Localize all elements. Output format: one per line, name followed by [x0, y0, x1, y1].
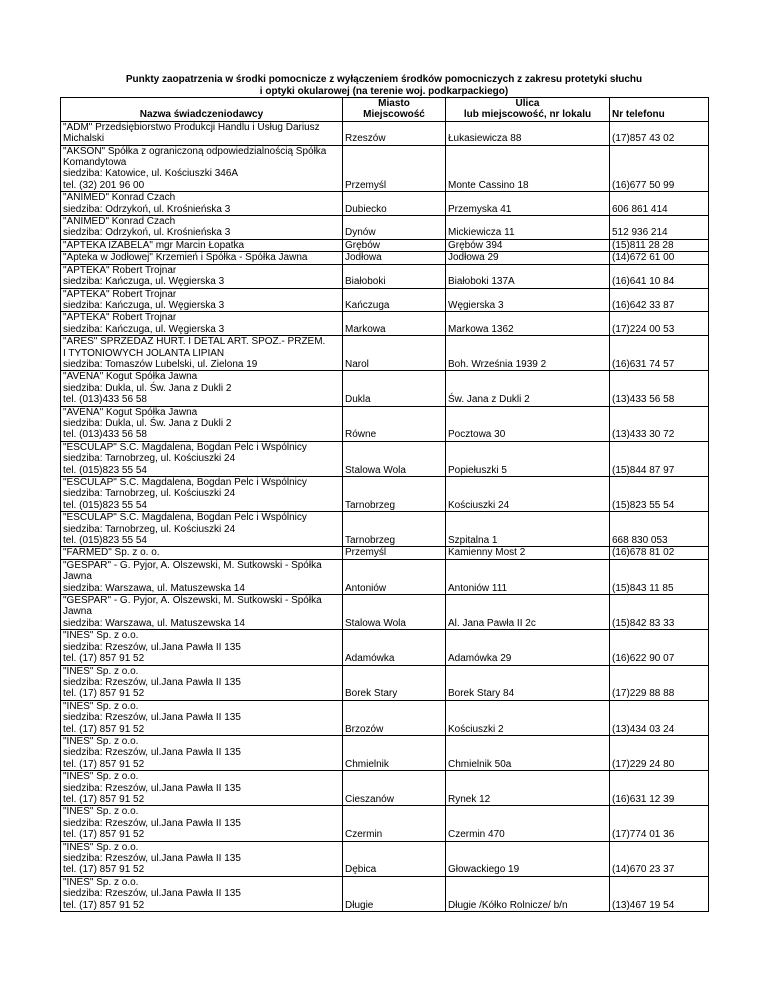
city-line: Białoboki — [345, 276, 386, 288]
city-line: Narol — [345, 358, 369, 370]
name-line: tel. (17) 857 91 52 — [63, 653, 145, 665]
cell-name — [61, 559, 343, 594]
table-row — [61, 264, 709, 288]
city-line: Długie — [345, 899, 374, 911]
table-row — [61, 312, 709, 336]
phone-line: 606 861 414 — [612, 203, 668, 215]
cell-city — [343, 264, 446, 288]
name-line: siedziba: Tarnobrzeg, ul. Kościuszki 24 — [63, 523, 236, 535]
name-line: tel. (17) 857 91 52 — [63, 688, 145, 700]
cell-name — [61, 547, 343, 559]
city-line: Stalowa Wola — [345, 464, 406, 476]
phone-line: (13)467 19 54 — [612, 899, 675, 911]
name-line: tel. (17) 857 91 52 — [63, 793, 145, 805]
header-street: Ulica lub miejscowość, nr lokalu — [446, 98, 610, 122]
table-row — [61, 371, 709, 406]
phone-line: (16)641 10 84 — [612, 276, 675, 288]
header-phone: Nr telefonu — [610, 98, 709, 122]
phone-line: 668 830 053 — [612, 535, 668, 547]
table-row — [61, 735, 709, 770]
cell-name — [61, 630, 343, 665]
cell-name — [61, 477, 343, 512]
name-line: tel. (32) 201 96 00 — [63, 179, 145, 191]
table-row — [61, 336, 709, 371]
name-line: "AKSON" Spółka z ograniczoną odpowiedzialnością Spółka — [63, 145, 327, 157]
phone-line: (16)631 74 57 — [612, 358, 675, 370]
cell-phone — [610, 477, 709, 512]
name-line: tel. (015)823 55 54 — [63, 464, 147, 476]
cell-street — [446, 252, 610, 264]
cell-city — [343, 406, 446, 441]
city-line: Dubiecko — [345, 203, 387, 215]
cell-name — [61, 406, 343, 441]
cell-city — [343, 547, 446, 559]
street-line: Pocztowa 30 — [448, 429, 506, 441]
cell-phone — [610, 630, 709, 665]
cell-street — [446, 771, 610, 806]
cell-street — [446, 630, 610, 665]
name-line: "AVENA" Kogut Spółka Jawna — [63, 371, 198, 383]
street-line: Antoniów 111 — [448, 582, 508, 594]
phone-line: (13)433 30 72 — [612, 429, 675, 441]
name-line: "ANIMED" Konrad Czach — [63, 216, 176, 228]
cell-city — [343, 216, 446, 240]
city-line: Borek Stary — [345, 688, 398, 700]
phone-line: (15)811 28 28 — [612, 239, 674, 251]
name-line: "INES" Sp. z o.o. — [63, 771, 139, 783]
name-line: Komandytowa — [63, 157, 127, 169]
name-line: "Apteka w Jodłowej" Krzemień i Spółka - Spółka Jawna — [63, 252, 308, 264]
city-line: Adamówka — [345, 653, 395, 665]
name-line: siedziba: Rzeszów, ul.Jana Pawła II 135 — [63, 712, 241, 724]
cell-city — [343, 239, 446, 251]
city-line: Rzeszów — [345, 133, 386, 145]
cell-phone — [610, 559, 709, 594]
street-line: Jodłowa 29 — [448, 252, 499, 264]
table-header-row — [61, 98, 709, 122]
street-line: Przemyska 41 — [448, 203, 512, 215]
cell-name — [61, 841, 343, 876]
cell-street — [446, 371, 610, 406]
name-line: siedziba: Odrzykoń, ul. Krośnieńska 3 — [63, 203, 231, 215]
cell-phone — [610, 252, 709, 264]
cell-street — [446, 145, 610, 192]
cell-phone — [610, 512, 709, 547]
cell-city — [343, 288, 446, 312]
cell-street — [446, 264, 610, 288]
cell-street — [446, 665, 610, 700]
table-row — [61, 121, 709, 145]
name-line: "ADM" Przedsiębiorstwo Produkcji Handlu i Usług Dariusz — [63, 121, 320, 133]
document-title — [60, 74, 708, 98]
name-line: tel. (015)823 55 54 — [63, 499, 147, 511]
cell-name — [61, 771, 343, 806]
street-line: Szpitalna 1 — [448, 535, 498, 547]
cell-street — [446, 700, 610, 735]
cell-city — [343, 595, 446, 630]
phone-line: (14)670 23 37 — [612, 864, 675, 876]
cell-phone — [610, 771, 709, 806]
cell-phone — [610, 806, 709, 841]
cell-street — [446, 806, 610, 841]
cell-city — [343, 121, 446, 145]
city-line: Przemyśl — [345, 547, 387, 559]
cell-phone — [610, 841, 709, 876]
name-line: Jawna — [63, 606, 92, 618]
street-line: Mickiewicza 11 — [448, 227, 515, 239]
table-row — [61, 665, 709, 700]
table-row — [61, 547, 709, 559]
providers-table — [60, 97, 709, 912]
name-line: siedziba: Rzeszów, ul.Jana Pawła II 135 — [63, 853, 241, 864]
cell-phone — [610, 735, 709, 770]
phone-line: (16)622 90 07 — [612, 653, 675, 665]
cell-phone — [610, 665, 709, 700]
street-line: Borek Stary 84 — [448, 688, 515, 700]
city-line: Markowa — [345, 323, 386, 335]
name-line: tel. (013)433 56 58 — [63, 394, 147, 406]
cell-city — [343, 559, 446, 594]
cell-name — [61, 145, 343, 192]
street-line: Kamienny Most 2 — [448, 547, 526, 559]
name-line: "APTEKA IZABELA" mgr Marcin Łopatka — [63, 239, 245, 251]
city-line: Tarnobrzeg — [345, 499, 396, 511]
city-line: Dynów — [345, 227, 376, 239]
street-line: Grębów 394 — [448, 239, 503, 251]
cell-name — [61, 312, 343, 336]
phone-line: (15)844 87 97 — [612, 464, 675, 476]
cell-phone — [610, 336, 709, 371]
name-line: siedziba: Kańczuga, ul. Węgierska 3 — [63, 323, 225, 335]
name-line: siedziba: Warszawa, ul. Matuszewska 14 — [63, 582, 245, 594]
street-line: Czermin 470 — [448, 829, 505, 841]
cell-name — [61, 288, 343, 312]
cell-phone — [610, 288, 709, 312]
table-row — [61, 512, 709, 547]
name-line: siedziba: Kańczuga, ul. Węgierska 3 — [63, 276, 225, 288]
cell-phone — [610, 371, 709, 406]
cell-city — [343, 841, 446, 876]
cell-street — [446, 336, 610, 371]
cell-phone — [610, 121, 709, 145]
name-line: "GESPAR" - G. Pyjor, A. Olszewski, M. Sutkowski - Spółka — [63, 595, 322, 607]
table-row — [61, 841, 709, 876]
cell-phone — [610, 312, 709, 336]
name-line: "ESCULAP" S.C. Magdalena, Bogdan Pelc i Wspólnicy — [63, 441, 307, 453]
street-line: Chmielnik 50a — [448, 758, 512, 770]
cell-city — [343, 371, 446, 406]
name-line: "ESCULAP" S.C. Magdalena, Bogdan Pelc i Wspólnicy — [63, 512, 307, 524]
cell-phone — [610, 145, 709, 192]
city-line: Czermin — [345, 829, 383, 841]
phone-line: (17)774 01 36 — [612, 829, 675, 841]
city-line: Stalowa Wola — [345, 617, 406, 629]
title-line-2: i optyki okularowej (na terenie woj. podkarpackiego) — [259, 86, 509, 97]
name-line: siedziba: Rzeszów, ul.Jana Pawła II 135 — [63, 641, 241, 653]
table-row — [61, 252, 709, 264]
table-row — [61, 771, 709, 806]
name-line: tel. (013)433 56 58 — [63, 429, 147, 441]
phone-line: (15)823 55 54 — [612, 499, 675, 511]
table-row — [61, 406, 709, 441]
city-line: Tarnobrzeg — [345, 535, 396, 547]
cell-street — [446, 288, 610, 312]
street-line: Monte Cassino 18 — [448, 179, 529, 191]
city-line: Przemyśl — [345, 179, 387, 191]
cell-street — [446, 559, 610, 594]
name-line: "INES" Sp. z o.o. — [63, 700, 139, 712]
table-body — [61, 121, 709, 911]
city-line: Równe — [345, 429, 377, 441]
cell-city — [343, 252, 446, 264]
street-line: Markowa 1362 — [448, 323, 514, 335]
cell-street — [446, 512, 610, 547]
street-line: Węgierska 3 — [448, 299, 504, 311]
cell-city — [343, 735, 446, 770]
name-line: siedziba: Katowice, ul. Kościuszki 346A — [63, 168, 239, 180]
cell-phone — [610, 441, 709, 476]
name-line: siedziba: Rzeszów, ul.Jana Pawła II 135 — [63, 888, 241, 900]
cell-phone — [610, 192, 709, 216]
cell-city — [343, 145, 446, 192]
city-line: Dębica — [345, 864, 377, 876]
cell-name — [61, 735, 343, 770]
cell-city — [343, 312, 446, 336]
name-line: "INES" Sp. z o.o. — [63, 630, 139, 642]
cell-city — [343, 665, 446, 700]
table-row — [61, 441, 709, 476]
name-line: siedziba: Odrzykoń, ul. Krośnieńska 3 — [63, 227, 231, 239]
phone-line: (13)434 03 24 — [612, 723, 675, 735]
city-line: Chmielnik — [345, 758, 389, 770]
street-line: Boh. Września 1939 2 — [448, 358, 547, 370]
cell-name — [61, 371, 343, 406]
cell-city — [343, 771, 446, 806]
name-line: siedziba: Tarnobrzeg, ul. Kościuszki 24 — [63, 488, 236, 500]
street-line: Kościuszki 24 — [448, 499, 510, 511]
name-line: siedziba: Rzeszów, ul.Jana Pawła II 135 — [63, 747, 241, 759]
cell-city — [343, 441, 446, 476]
cell-name — [61, 252, 343, 264]
phone-line: (16)678 81 02 — [612, 547, 675, 559]
name-line: "INES" Sp. z o.o. — [63, 806, 139, 818]
cell-phone — [610, 876, 709, 911]
table-row — [61, 806, 709, 841]
phone-line: (15)842 83 33 — [612, 617, 675, 629]
name-line: siedziba: Rzeszów, ul.Jana Pawła II 135 — [63, 817, 241, 829]
street-line: Rynek 12 — [448, 793, 491, 805]
cell-name — [61, 264, 343, 288]
cell-name — [61, 595, 343, 630]
name-line: siedziba: Warszawa, ul. Matuszewska 14 — [63, 617, 245, 629]
table-row — [61, 145, 709, 192]
cell-city — [343, 876, 446, 911]
cell-street — [446, 239, 610, 251]
phone-line: (16)631 12 39 — [612, 793, 675, 805]
city-line: Antoniów — [345, 582, 387, 594]
cell-phone — [610, 216, 709, 240]
cell-street — [446, 876, 610, 911]
name-line: "GESPAR" - G. Pyjor, A. Olszewski, M. Sutkowski - Spółka — [63, 559, 322, 571]
name-line: tel. (17) 857 91 52 — [63, 899, 145, 911]
name-line: "APTEKA" Robert Trojnar — [63, 264, 177, 276]
cell-name — [61, 665, 343, 700]
cell-name — [61, 700, 343, 735]
name-line: I TYTONIOWYCH JOLANTA LIPIAN — [63, 347, 225, 359]
name-line: Michalski — [63, 133, 105, 145]
cell-street — [446, 595, 610, 630]
cell-name — [61, 239, 343, 251]
name-line: "INES" Sp. z o.o. — [63, 841, 139, 853]
phone-line: (16)677 50 99 — [612, 179, 675, 191]
cell-city — [343, 192, 446, 216]
city-line: Kańczuga — [345, 299, 390, 311]
table-row — [61, 700, 709, 735]
table-row — [61, 559, 709, 594]
table-row — [61, 595, 709, 630]
cell-street — [446, 406, 610, 441]
cell-phone — [610, 264, 709, 288]
title-line-1: Punkty zaopatrzenia w środki pomocnicze z wyłączeniem środków pomocniczych z zakresu protetyki słuchu — [125, 74, 643, 85]
cell-street — [446, 735, 610, 770]
cell-name — [61, 512, 343, 547]
cell-phone — [610, 239, 709, 251]
cell-street — [446, 192, 610, 216]
phone-line: (15)843 11 85 — [612, 582, 674, 594]
table-row — [61, 216, 709, 240]
name-line: tel. (17) 857 91 52 — [63, 864, 145, 876]
cell-city — [343, 806, 446, 841]
cell-phone — [610, 406, 709, 441]
cell-street — [446, 477, 610, 512]
cell-street — [446, 841, 610, 876]
cell-name — [61, 441, 343, 476]
name-line: "APTEKA" Robert Trojnar — [63, 312, 177, 324]
name-line: siedziba: Tomaszów Lubelski, ul. Zielona 19 — [63, 358, 258, 370]
cell-street — [446, 216, 610, 240]
table-row — [61, 192, 709, 216]
cell-phone — [610, 547, 709, 559]
name-line: Jawna — [63, 571, 92, 583]
phone-line: (17)229 88 88 — [612, 688, 675, 700]
name-line: "ARES" SPRZEDAŻ HURT. I DETAL ART. SPOŻ.- PRZEM. — [63, 336, 326, 348]
name-line: siedziba: Rzeszów, ul.Jana Pawła II 135 — [63, 782, 241, 794]
city-line: Cieszanów — [345, 793, 394, 805]
cell-city — [343, 336, 446, 371]
cell-street — [446, 547, 610, 559]
table-row — [61, 239, 709, 251]
street-line: Długie /Kółko Rolnicze/ b/n — [448, 899, 568, 911]
phone-line: (17)224 00 53 — [612, 323, 675, 335]
cell-street — [446, 121, 610, 145]
phone-line: (17)857 43 02 — [612, 133, 675, 145]
name-line: "INES" Sp. z o.o. — [63, 665, 139, 677]
city-line: Dukla — [345, 394, 371, 406]
table-row — [61, 477, 709, 512]
cell-name — [61, 336, 343, 371]
street-line: Białoboki 137A — [448, 276, 515, 288]
cell-name — [61, 192, 343, 216]
city-line: Grębów — [345, 239, 381, 251]
cell-city — [343, 477, 446, 512]
table-row — [61, 630, 709, 665]
cell-phone — [610, 595, 709, 630]
street-line: Łukasiewicza 88 — [448, 133, 522, 145]
phone-line: (13)433 56 58 — [612, 394, 675, 406]
phone-line: (16)642 33 87 — [612, 299, 675, 311]
name-line: "FARMED" Sp. z o. o. — [63, 547, 160, 559]
name-line: "AVENA" Kogut Spółka Jawna — [63, 406, 198, 418]
name-line: "ESCULAP" S.C. Magdalena, Bogdan Pelc i Wspólnicy — [63, 477, 307, 488]
name-line: siedziba: Rzeszów, ul.Jana Pawła II 135 — [63, 676, 241, 688]
cell-street — [446, 312, 610, 336]
cell-street — [446, 441, 610, 476]
city-line: Brzozów — [345, 723, 384, 735]
name-line: "INES" Sp. z o.o. — [63, 735, 139, 747]
street-line: Popiełuszki 5 — [448, 464, 507, 476]
name-line: siedziba: Dukla, ul. Św. Jana z Dukli 2 — [63, 417, 232, 429]
street-line: Adamówka 29 — [448, 653, 512, 665]
city-line: Jodłowa — [345, 252, 382, 264]
name-line: tel. (015)823 55 54 — [63, 535, 147, 547]
name-line: siedziba: Tarnobrzeg, ul. Kościuszki 24 — [63, 453, 236, 465]
phone-line: (14)672 61 00 — [612, 252, 675, 264]
cell-name — [61, 216, 343, 240]
header-name: Nazwa świadczeniodawcy — [61, 98, 343, 122]
name-line: tel. (17) 857 91 52 — [63, 758, 145, 770]
cell-name — [61, 121, 343, 145]
phone-line: (17)229 24 80 — [612, 758, 675, 770]
cell-name — [61, 876, 343, 911]
name-line: "APTEKA" Robert Trojnar — [63, 288, 177, 300]
cell-phone — [610, 700, 709, 735]
name-line: siedziba: Dukla, ul. Św. Jana z Dukli 2 — [63, 382, 232, 394]
name-line: tel. (17) 857 91 52 — [63, 829, 145, 841]
name-line: "INES" Sp. z o.o. — [63, 876, 139, 888]
name-line: "ANIMED" Konrad Czach — [63, 192, 176, 204]
header-city: Miasto Miejscowość — [343, 98, 446, 122]
cell-name — [61, 806, 343, 841]
street-line: Głowackiego 19 — [448, 864, 520, 876]
street-line: Al. Jana Pawła II 2c — [448, 617, 536, 629]
table-row — [61, 876, 709, 911]
cell-city — [343, 630, 446, 665]
cell-city — [343, 700, 446, 735]
street-line: Kościuszki 2 — [448, 723, 504, 735]
cell-city — [343, 512, 446, 547]
name-line: siedziba: Kańczuga, ul. Węgierska 3 — [63, 299, 225, 311]
table-row — [61, 288, 709, 312]
name-line: tel. (17) 857 91 52 — [63, 723, 145, 735]
street-line: Św. Jana z Dukli 2 — [448, 394, 530, 406]
phone-line: 512 936 214 — [612, 227, 668, 239]
